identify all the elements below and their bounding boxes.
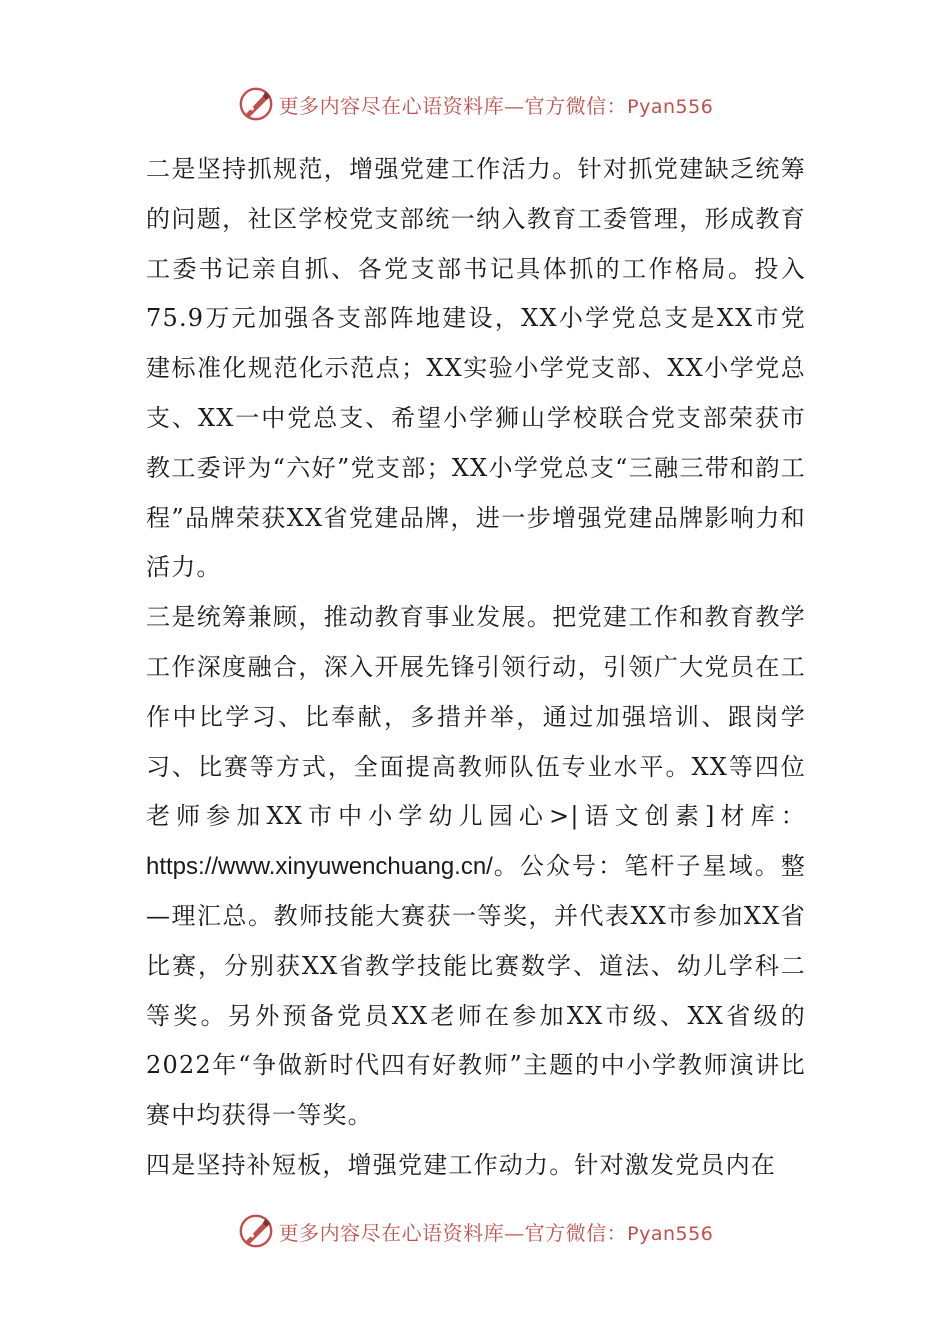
paragraph-standardization: 二是坚持抓规范，增强党建工作活力。针对抓党建缺乏统筹的问题，社区学校党支部统一纳入教育工委管理，形成教育工委书记亲自抓、各党支部书记具体抓的工作格局。投入75.9万元加强各支部阵地建设，XX小学党总支是XX市党建标准化规范化示范点；XX实验小学党支部、XX小学党总支、XX一中党总支、希望小学狮山学校联合党支部荣获市教工委评为“六好”党支部；XX小学党总支“三融三带和韵工程”品牌荣获XX省党建品牌，进一步增强党建品牌影响力和活力。 [146,155,806,582]
watermark-banner-top [0,84,950,124]
source-url: https://www.xinyuwenchuang.cn/ [146,853,493,881]
watermark-text: 更多内容尽在心语资料库—官方微信：Pyan556 [278,1220,714,1245]
paragraph-coordination [146,593,806,1141]
document-body [146,145,806,1191]
watermark-handle: Pyan556 [627,95,714,118]
pen-nib-icon [237,85,275,123]
pen-nib-icon [237,1212,275,1250]
watermark-handle: Pyan556 [627,1222,714,1245]
watermark-banner-bottom [0,1211,950,1251]
paragraph-coordination-text: 三是统筹兼顾，推动教育事业发展。把党建工作和教育教学工作深度融合，深入开展先锋引领行动，引领广大党员在工作中比学习、比奉献，多措并举，通过加强培训、跟岗学习、比赛等方式，全面提高教师队伍专业水平。XX等四位老师参加XX市中小学幼儿园心>|语文创素]材库： [146,603,806,831]
paragraph-coordination-continued: 。公众号：笔杆子星域。整—理汇总。教师技能大赛获一等奖，并代表XX市参加XX省比赛，分别获XX省教学技能比赛数学、道法、幼儿学科二等奖。另外预备党员XX老师在参加XX市级、XX省级的2022年“争做新时代四有好教师”主题的中小学教师演讲比赛中均获得一等奖。 [146,852,806,1130]
paragraph-shortcomings: 四是坚持补短板，增强党建工作动力。针对激发党员内在 [146,1150,776,1179]
watermark-text: 更多内容尽在心语资料库—官方微信：Pyan556 [278,93,714,118]
